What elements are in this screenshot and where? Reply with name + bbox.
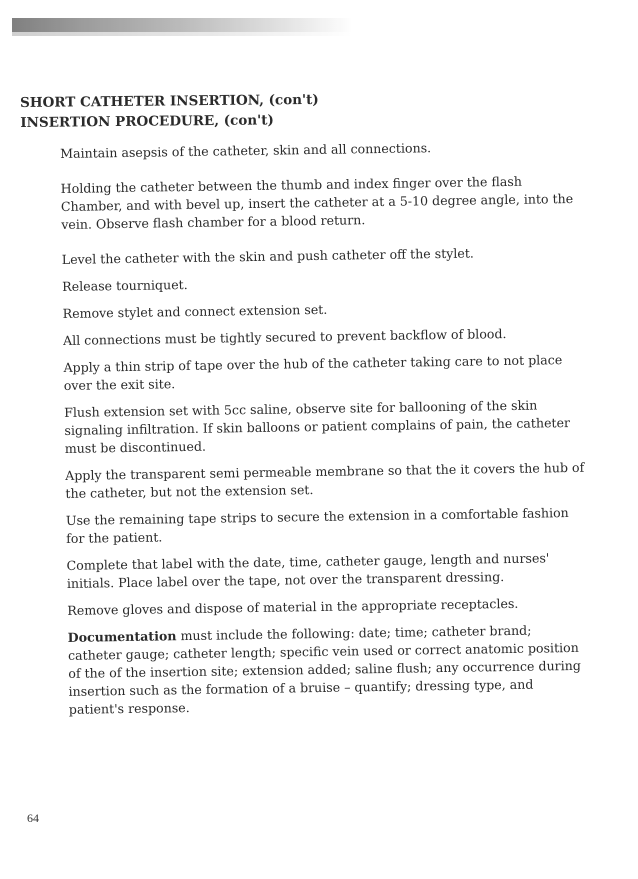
section-subtitle: INSERTION PROCEDURE, (con't) — [20, 112, 274, 131]
documentation-label: Documentation — [67, 628, 177, 645]
step-paragraph: Release tourniquet. — [62, 277, 188, 294]
procedure-steps — [60, 137, 589, 719]
page-number: 64 — [27, 811, 39, 825]
documentation-text: must include the following: date; time; catheter brand; catheter gauge; catheter length; specific vein used or correct anatomic position of the of the insertion site; extension added; saline flush; any occurrence during insertion such as the formation of a bruise – quantify; dressing type, and patient's response. — [67, 622, 581, 717]
step-paragraph: Holding the catheter between the thumb and index finger over the flash Chamber, and with bevel up, insert the catheter at a 5-10 degree angle, into the vein. Observe flash chamber for a blood return. — [60, 173, 574, 232]
top-scan-rule — [12, 18, 352, 32]
step-paragraph: Apply a thin strip of tape over the hub of the catheter taking care to not place over the exit site. — [63, 352, 563, 393]
step-paragraph: Complete that label with the date, time, catheter gauge, length and nurses' initials. Place label over the tape, not over the transparent dressing. — [66, 550, 550, 591]
step-paragraph: Maintain asepsis of the catheter, skin and all connections. — [60, 140, 432, 161]
step-paragraph: Remove gloves and dispose of material in the appropriate receptacles. — [67, 595, 519, 618]
section-title: SHORT CATHETER INSERTION, (con't) — [20, 91, 319, 111]
step-paragraph: Use the remaining tape strips to secure the extension in a comfortable fashion for the patient. — [65, 505, 569, 546]
documentation-paragraph — [68, 621, 589, 719]
section-header — [20, 87, 580, 133]
step-paragraph: Flush extension set with 5cc saline, observe site for ballooning of the skin signaling infiltration. If skin balloons or patient complains of pain, the catheter must be discontinued. — [64, 397, 571, 456]
step-paragraph: Level the catheter with the skin and push catheter off the stylet. — [61, 245, 474, 267]
step-paragraph: Remove stylet and connect extension set. — [62, 301, 328, 321]
step-paragraph: All connections must be tightly secured to prevent backflow of blood. — [62, 326, 507, 348]
step-paragraph: Apply the transparent semi permeable membrane so that the it covers the hub of the catheter, but not the extension set. — [65, 459, 585, 501]
